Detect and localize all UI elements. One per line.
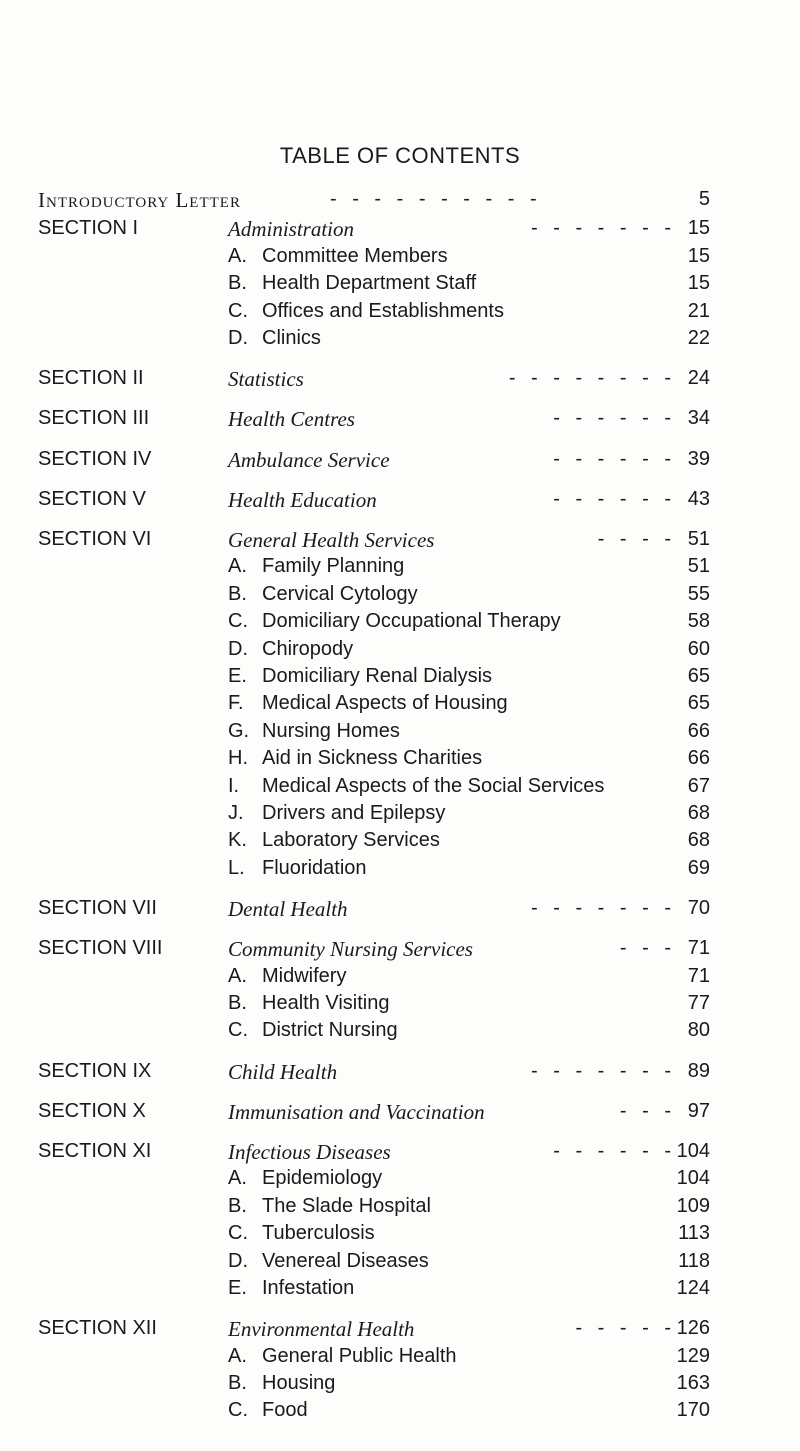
toc-entry-section: [0, 367, 800, 395]
section-heading: Infectious Diseases: [228, 1140, 391, 1164]
toc-entry-subsection: [0, 1345, 800, 1373]
subsection-title: Housing: [262, 1372, 336, 1394]
subsection-letter: G.: [228, 719, 250, 742]
subsection-title: Health Visiting: [262, 992, 390, 1014]
page-number: 21: [687, 299, 710, 322]
leader-dashes: - - - - - -: [553, 1140, 676, 1162]
subsection-title: Cervical Cytology: [262, 582, 418, 605]
section-label: SECTION VII: [38, 897, 157, 919]
toc-entry-section: [0, 488, 800, 516]
section-label: SECTION II: [38, 367, 144, 390]
subsection-letter: B.: [228, 272, 247, 295]
subsection-title: Tuberculosis: [262, 1222, 375, 1245]
subsection-letter: K.: [228, 829, 247, 852]
toc-entry-section: [0, 528, 800, 556]
toc-entry-section: [0, 1317, 800, 1345]
subsection-letter: B.: [228, 582, 247, 605]
toc-entry-section: [0, 1140, 800, 1168]
toc-entry-subsection: [0, 747, 800, 775]
subsection-title: Midwifery: [262, 964, 347, 987]
page-number: 71: [687, 964, 710, 987]
section-label: SECTION X: [38, 1099, 146, 1122]
toc-entry-subsection: [0, 638, 800, 666]
leader-dashes: - - - - - -: [553, 407, 676, 430]
toc-entry-subsection: [0, 829, 800, 857]
toc-entry-subsection: [0, 720, 800, 748]
subsection-title: Offices and Establishments: [262, 299, 504, 322]
page-number: 15: [687, 244, 710, 267]
toc-entry-section: [0, 1060, 800, 1088]
toc-entry-section: [0, 897, 800, 925]
page-number: 89: [687, 1059, 710, 1082]
subsection-letter: F.: [228, 692, 244, 715]
page-number: 71: [687, 937, 710, 960]
section-heading: General Health Services: [228, 528, 435, 552]
page-number: 170: [676, 1399, 710, 1422]
subsection-letter: C.: [228, 1019, 248, 1042]
toc-entry-subsection: [0, 1195, 800, 1223]
page-number: 43: [687, 487, 710, 510]
page-number: 22: [687, 327, 710, 349]
page-title: TABLE OF CONTENTS: [279, 143, 521, 168]
page-number: 15: [687, 217, 710, 240]
toc-entry-subsection: [0, 1277, 800, 1305]
toc-entry-subsection: [0, 775, 800, 803]
toc-entry-subsection: [0, 965, 800, 993]
page-number: 97: [687, 1099, 710, 1122]
page-number: 77: [687, 992, 710, 1014]
subsection-title: Aid in Sickness Charities: [262, 747, 483, 770]
section-label: SECTION XI: [38, 1140, 152, 1162]
subsection-title: Fluoridation: [262, 856, 367, 879]
subsection-title: Laboratory Services: [262, 829, 440, 852]
toc-entry-subsection: [0, 300, 800, 328]
subsection-title: Infestation: [262, 1277, 355, 1299]
toc-entry-subsection: [0, 802, 800, 830]
subsection-letter: C.: [228, 1222, 248, 1245]
toc-entry-subsection: [0, 1372, 800, 1400]
toc-entry-subsection: [0, 1019, 800, 1047]
page-number: 109: [676, 1194, 710, 1217]
page-number: 24: [687, 367, 710, 390]
subsection-letter: A.: [228, 1167, 247, 1190]
page-number: 65: [687, 665, 710, 687]
section-label: SECTION IX: [38, 1059, 152, 1082]
section-heading: Health Education: [228, 487, 377, 512]
subsection-title: The Slade Hospital: [262, 1194, 431, 1217]
subsection-letter: D.: [228, 1249, 248, 1272]
page-number: 68: [687, 829, 710, 852]
leader-dashes: - - - - - - -: [531, 1059, 676, 1082]
subsection-title: Medical Aspects of Housing: [262, 692, 508, 715]
toc-entry-subsection: [0, 327, 800, 355]
toc-entry-subsection: [0, 1222, 800, 1250]
page-number: 60: [687, 637, 710, 660]
leader-dashes: - - - - - - -: [531, 217, 676, 240]
page-number: 5: [698, 188, 710, 210]
subsection-title: Family Planning: [262, 555, 405, 578]
page-number: 65: [687, 692, 710, 715]
leader-dashes: - - - - - -: [553, 487, 676, 510]
subsection-letter: E.: [228, 665, 247, 687]
toc-entry-section: [0, 407, 800, 435]
toc-entry-section: [0, 937, 800, 965]
subsection-title: Committee Members: [262, 244, 448, 267]
page-number: 67: [687, 774, 710, 797]
leader-dashes: - - - - -: [575, 1317, 676, 1340]
section-heading: Environmental Health: [228, 1317, 415, 1342]
toc-entry-subsection: [0, 665, 800, 693]
subsection-title: Domiciliary Occupational Therapy: [262, 610, 561, 633]
section-label: SECTION IV: [38, 447, 152, 470]
subsection-title: Clinics: [262, 327, 321, 349]
page-number: 104: [676, 1167, 710, 1190]
toc-entry-subsection: [0, 857, 800, 885]
subsection-letter: C.: [228, 610, 248, 633]
subsection-letter: C.: [228, 1399, 248, 1422]
subsection-title: General Public Health: [262, 1344, 457, 1367]
subsection-letter: A.: [228, 555, 247, 578]
subsection-letter: I.: [228, 774, 240, 797]
page-number: 55: [687, 582, 710, 605]
subsection-letter: C.: [228, 299, 248, 322]
section-label: SECTION VI: [38, 528, 152, 550]
section-label: SECTION XII: [38, 1317, 157, 1340]
subsection-title: Food: [262, 1399, 308, 1422]
subsection-letter: B.: [228, 992, 247, 1014]
toc-entry-subsection: [0, 692, 800, 720]
section-label: SECTION III: [38, 407, 150, 430]
leader-dashes: - - -: [619, 937, 676, 960]
section-label: SECTION VIII: [38, 937, 163, 960]
subsection-title: Epidemiology: [262, 1167, 383, 1190]
page-number: 104: [676, 1140, 710, 1162]
toc-entry-section: [0, 1100, 800, 1128]
page-number: 51: [687, 555, 710, 578]
leader-dashes: - - - - - - -: [531, 897, 676, 919]
subsection-title: District Nursing: [262, 1019, 398, 1042]
leader-dashes: - - - - - -: [553, 447, 676, 470]
toc-entry-subsection: [0, 610, 800, 638]
section-heading: Health Centres: [228, 407, 355, 432]
leader-dashes: - - - -: [597, 528, 676, 550]
subsection-title: Venereal Diseases: [262, 1249, 429, 1272]
toc-entry-section: [0, 217, 800, 245]
toc-entry-subsection: [0, 1250, 800, 1278]
section-heading: Community Nursing Services: [228, 937, 473, 962]
page-number: 126: [676, 1317, 710, 1340]
subsection-letter: B.: [228, 1372, 247, 1394]
section-heading: Child Health: [228, 1059, 338, 1084]
toc-entry-subsection: [0, 992, 800, 1020]
leader-dashes: - - -: [619, 1099, 676, 1122]
subsection-title: Drivers and Epilepsy: [262, 802, 446, 824]
subsection-letter: L.: [228, 856, 245, 879]
subsection-letter: E.: [228, 1277, 247, 1299]
section-heading: Dental Health: [228, 897, 348, 921]
page-number: 51: [687, 528, 710, 550]
page-number: 129: [676, 1344, 710, 1367]
leader-dashes: - - - - - - - - - -: [330, 188, 542, 210]
toc-entry-subsection: [0, 583, 800, 611]
subsection-letter: H.: [228, 747, 248, 770]
section-heading: Statistics: [228, 367, 304, 392]
page-number: 113: [678, 1222, 710, 1245]
toc-entry-intro: [0, 188, 800, 216]
subsection-letter: A.: [228, 244, 247, 267]
section-heading: Immunisation and Vaccination: [228, 1099, 485, 1124]
intro-label: Introductory Letter: [38, 188, 241, 212]
page-number: 69: [687, 856, 710, 879]
page-number: 58: [687, 610, 710, 633]
toc-entry-subsection: [0, 1167, 800, 1195]
subsection-letter: D.: [228, 637, 248, 660]
section-label: SECTION I: [38, 217, 139, 240]
toc-entry-subsection: [0, 272, 800, 300]
subsection-title: Chiropody: [262, 637, 354, 660]
section-heading: Ambulance Service: [228, 447, 390, 472]
page-number: 70: [687, 897, 710, 919]
section-label: SECTION V: [38, 487, 146, 510]
page-number: 68: [687, 802, 710, 824]
page-number: 124: [676, 1277, 710, 1299]
subsection-letter: A.: [228, 1344, 247, 1367]
subsection-letter: B.: [228, 1194, 247, 1217]
subsection-title: Medical Aspects of the Social Services: [262, 774, 605, 797]
toc-entry-section: [0, 448, 800, 476]
leader-dashes: - - - - - - - -: [508, 367, 676, 390]
page-number: 80: [687, 1019, 710, 1042]
page-number: 34: [687, 407, 710, 430]
page-number: 163: [676, 1372, 710, 1394]
section-heading: Administration: [228, 217, 355, 242]
page-number: 66: [687, 747, 710, 770]
subsection-letter: J.: [228, 802, 244, 824]
subsection-letter: A.: [228, 964, 247, 987]
toc-entry-subsection: [0, 555, 800, 583]
page-number: 15: [687, 272, 710, 295]
toc-entry-subsection: [0, 1399, 800, 1427]
subsection-title: Nursing Homes: [262, 719, 400, 742]
page-number: 118: [678, 1249, 710, 1272]
page-number: 39: [687, 447, 710, 470]
subsection-letter: D.: [228, 327, 248, 349]
page-number: 66: [687, 719, 710, 742]
toc-entry-subsection: [0, 245, 800, 273]
subsection-title: Health Department Staff: [262, 272, 477, 295]
subsection-title: Domiciliary Renal Dialysis: [262, 665, 493, 687]
